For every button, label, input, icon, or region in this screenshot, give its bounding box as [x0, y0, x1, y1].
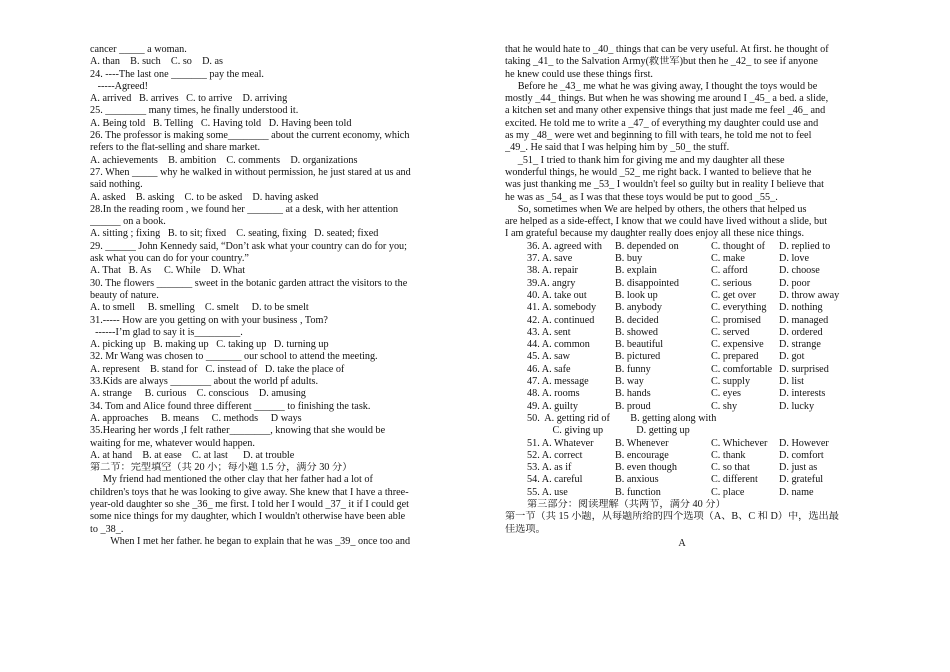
option-a: 43. A. sent [527, 326, 571, 338]
text-line: A. achievements B. ambition C. comments D. organizations [90, 154, 358, 166]
option-c: C. promised [711, 314, 761, 326]
option-d: D. list [779, 376, 804, 388]
option-a: 40. A. take out [527, 289, 587, 301]
passage-line: excited. He told me to write a _47_ of everything my daughter could use and [505, 117, 819, 129]
option-a: 47. A. message [527, 376, 589, 388]
option-d: D. got [779, 351, 805, 363]
option-a: 53. A. as if [527, 462, 572, 474]
option-b: B. look up [615, 289, 658, 301]
option-row [527, 241, 859, 253]
option-row [527, 438, 859, 450]
option-row [527, 364, 859, 376]
option-b: B. anybody [615, 302, 662, 314]
option-c: C. place [711, 486, 745, 498]
text-line: 25. ________ many times, he finally understood it. [90, 105, 299, 117]
option-row [527, 376, 859, 388]
option-a: 38. A. repair [527, 265, 578, 277]
option-row [527, 474, 859, 486]
passage-line: to _38_. [90, 523, 124, 535]
passage-line: that he would hate to _40_ things that can be very useful. At first. he thought of [505, 44, 829, 55]
option-b: B. proud [615, 400, 651, 412]
text-line: 26. The professor is making some________ about the current economy, which [90, 130, 410, 142]
option-row [527, 265, 859, 277]
text-line: A. strange B. curious C. conscious D. amusing [90, 388, 306, 400]
option-row-50: 50. A. getting rid of B. getting along with [527, 412, 717, 424]
option-row [527, 351, 859, 363]
option-a: 55. A. use [527, 486, 568, 498]
text-line: 31.----- How are you getting on with your business , Tom? [90, 314, 328, 326]
option-row [527, 401, 859, 413]
option-row [527, 450, 859, 462]
option-c: C. expensive [711, 339, 764, 351]
option-c: C. afford [711, 265, 748, 277]
option-a: 44. A. common [527, 339, 590, 351]
text-line: 32. Mr Wang was chosen to _______ our school to attend the meeting. [90, 351, 378, 363]
text-line: 30. The flowers _______ sweet in the botanic garden attract the visitors to the [90, 277, 408, 289]
passage-line: he was as _54_ as I was that these toys would be put to good _55_. [505, 191, 778, 203]
option-row-50b: C. giving up D. getting up [527, 425, 690, 437]
option-c: C. served [711, 326, 750, 338]
option-d: D. interests [779, 388, 826, 400]
option-b: B. Whenever [615, 437, 669, 449]
options-list [505, 241, 859, 499]
part3-section-instructions-cont: 佳选项。 [505, 523, 546, 535]
option-a: 48. A. rooms [527, 388, 580, 400]
option-row [527, 388, 859, 400]
passage-line: year-old daughter so she _36_ me first. I told her I would _37_ it if I could get [90, 498, 409, 510]
passage-line: mostly _44_ things. But when he was showing me around I _45_ a bed. a slide, [505, 93, 829, 105]
option-row [527, 339, 859, 351]
passage-line: he knew could use these things first. [505, 68, 653, 80]
option-c: C. make [711, 253, 745, 265]
option-row [527, 327, 859, 339]
option-b: B. hands [615, 388, 651, 400]
option-d: D. comfort [779, 449, 824, 461]
part3-title: 第三部分：阅读理解（共两节，满分 40 分） [527, 498, 726, 510]
text-line: A. at hand B. at ease C. at last D. at trouble [90, 449, 295, 461]
option-b: B. decided [615, 314, 659, 326]
passage-line: Before he _43_ me what he was giving away, I thought the toys would be [505, 80, 818, 92]
passage-line: a kitchen set and many other expensive things that just made me feel _46_ and [505, 105, 826, 117]
option-d: D. poor [779, 277, 811, 289]
option-a: 46. A. safe [527, 363, 571, 375]
passage-line: _51_ I tried to thank him for giving me and my daughter all these [505, 154, 785, 166]
passage-line: When I met her father. he began to explain that he was _39_ once too and [90, 535, 411, 547]
text-line: A. That B. As C. While D. What [90, 265, 246, 277]
option-b: B. showed [615, 326, 659, 338]
option-a: 37. A. save [527, 253, 573, 265]
option-row [527, 290, 859, 302]
option-a: 42. A. continued [527, 314, 595, 326]
option-c: C. different [711, 474, 758, 486]
passage-line: My friend had mentioned the other clay that her father had a lot of [90, 474, 373, 486]
right-column [505, 44, 859, 550]
option-row [527, 315, 859, 327]
text-line: A. to smell B. smelling C. smelt D. to be smelt [90, 302, 309, 314]
option-c: C. Whichever [711, 437, 768, 449]
option-b: B. function [615, 486, 661, 498]
passage-line: _49_. He said that I was helping him by _50_ the stuff. [505, 142, 730, 154]
text-line: A. picking up B. making up C. taking up D. turning up [90, 339, 329, 351]
option-a: 39.A. angry [527, 277, 576, 289]
option-d: D. replied to [779, 240, 831, 252]
option-row [527, 462, 859, 474]
passage-line: was just thanking me _53_ I wouldn't feel so guilty but in reality I believe that [505, 179, 825, 191]
option-a: 41. A. somebody [527, 302, 597, 314]
option-d: D. strange [779, 339, 821, 351]
text-line: A. approaches B. means C. methods D ways [90, 412, 302, 424]
part3-section-instructions: 第一节（共 15 小题，从每题所给的四个选项（A、B、C 和 D）中，选出最 [505, 511, 839, 523]
option-a: 51. A. Whatever [527, 437, 594, 449]
option-c: C. everything [711, 302, 767, 314]
option-b: B. encourage [615, 449, 669, 461]
option-d: D. throw away [779, 289, 840, 301]
option-d: D. lucky [779, 400, 815, 412]
text-line: -----Agreed! [90, 80, 148, 92]
left-column [90, 44, 446, 548]
option-b: B. funny [615, 363, 651, 375]
text-line: A. sitting ; fixing B. to sit; fixed C. seating, fixing D. seated; fixed [90, 228, 379, 240]
text-line: 34. Tom and Alice found three different ______ to finishing the task. [90, 400, 371, 412]
option-b: B. buy [615, 253, 643, 265]
option-c: C. supply [711, 376, 751, 388]
text-line: 24. ----The last one _______ pay the meal. [90, 68, 264, 80]
option-a: 52. A. correct [527, 449, 583, 461]
text-line: A. arrived B. arrives C. to arrive D. arriving [90, 93, 288, 105]
option-c: C. thought of [711, 240, 766, 252]
text-line: A. represent B. stand for C. instead of D. take the place of [90, 363, 345, 375]
option-a: 54. A. careful [527, 474, 583, 486]
option-c: C. get over [711, 289, 756, 301]
option-b: B. depended on [615, 240, 679, 252]
passage-line: taking _41_ to the Salvation Army(救世军)but then he _42_ to see if anyone [505, 56, 818, 68]
passage-line: some nice things for my daughter, which I wouldn't otherwise have been able [90, 511, 406, 523]
option-c: C. thank [711, 449, 746, 461]
text-line: 33.Kids are always ________ about the world pf adults. [90, 376, 319, 388]
option-row [527, 487, 859, 499]
text-line: A. asked B. asking C. to be asked D. having asked [90, 191, 319, 203]
option-d: D. name [779, 486, 814, 498]
passage-line: So, sometimes when We are helped by others, the others that helped us [505, 203, 807, 215]
option-d: D. choose [779, 265, 820, 277]
option-d: D. managed [779, 314, 829, 326]
text-line: A. Being told B. Telling C. Having told D. Having been told [90, 117, 352, 129]
option-b: B. pictured [615, 351, 661, 363]
option-row [527, 302, 859, 314]
option-a: 49. A. guilty [527, 400, 578, 412]
passage-letter: A [678, 537, 686, 549]
text-line: refers to the flat-selling and share market. [90, 142, 261, 154]
option-d: D. love [779, 253, 809, 265]
option-b: B. explain [615, 265, 657, 277]
option-c: C. serious [711, 277, 752, 289]
option-c: C. shy [711, 400, 738, 412]
text-line: beauty of nature. [90, 289, 159, 301]
option-d: D. grateful [779, 474, 824, 486]
option-row [527, 253, 859, 265]
passage-line: I am grateful because my daughter really does enjoy all these nice things. [505, 228, 805, 240]
text-line: ______ on a book. [90, 216, 166, 228]
option-a: 36. A. agreed with [527, 240, 602, 252]
option-d: D. ordered [779, 326, 823, 338]
passage-line: as my _48_ were wet and beginning to fill with tears, he told me not to feel [505, 130, 812, 142]
passage-line: children's toys that he was looking to give away. She knew that I have a three- [90, 486, 409, 498]
option-b: B. way [615, 376, 644, 388]
option-a: 45. A. saw [527, 351, 571, 363]
option-d: D. just as [779, 462, 818, 474]
text-line: cancer _____ a woman. [90, 44, 187, 55]
option-row [527, 278, 859, 290]
passage-line: are helped as a side-effect, I know that we could have lived without a slide, but [505, 216, 828, 228]
option-d: D. However [779, 437, 829, 449]
text-line: 35.Hearing her words ,I felt rather________, knowing that she would be [90, 425, 386, 437]
text-line: 29. ______ John Kennedy said, “Don’t ask what your country can do for you; [90, 240, 407, 252]
option-b: B. even though [615, 462, 677, 474]
option-b: B. anxious [615, 474, 659, 486]
text-line: said nothing. [90, 179, 143, 191]
option-c: C. so that [711, 462, 750, 474]
text-line: 27. When _____ why he walked in without permission, he just stared at us and [90, 166, 411, 178]
option-c: C. eyes [711, 388, 741, 400]
section-heading: 第二节：完型填空（共 20 小；每小题 1.5 分，满分 30 分） [90, 462, 353, 474]
option-d: D. surprised [779, 363, 829, 375]
text-line: ask what you can do for your country.” [90, 253, 249, 265]
passage-line: wonderful things, he would _52_ me right back. I wanted to believe that he [505, 166, 812, 178]
text-line: ------I’m glad to say it is_________. [90, 326, 243, 338]
option-b: B. beautiful [615, 339, 664, 351]
option-d: D. nothing [779, 302, 823, 314]
option-c: C. prepared [711, 351, 759, 363]
text-line: A. than B. such C. so D. as [90, 56, 223, 68]
text-line: waiting for me, whatever would happen. [90, 437, 255, 449]
option-b: B. disappointed [615, 277, 679, 289]
text-line: 28.In the reading room , we found her _______ at a desk, with her attention [90, 203, 399, 215]
option-c: C. comfortable [711, 363, 773, 375]
